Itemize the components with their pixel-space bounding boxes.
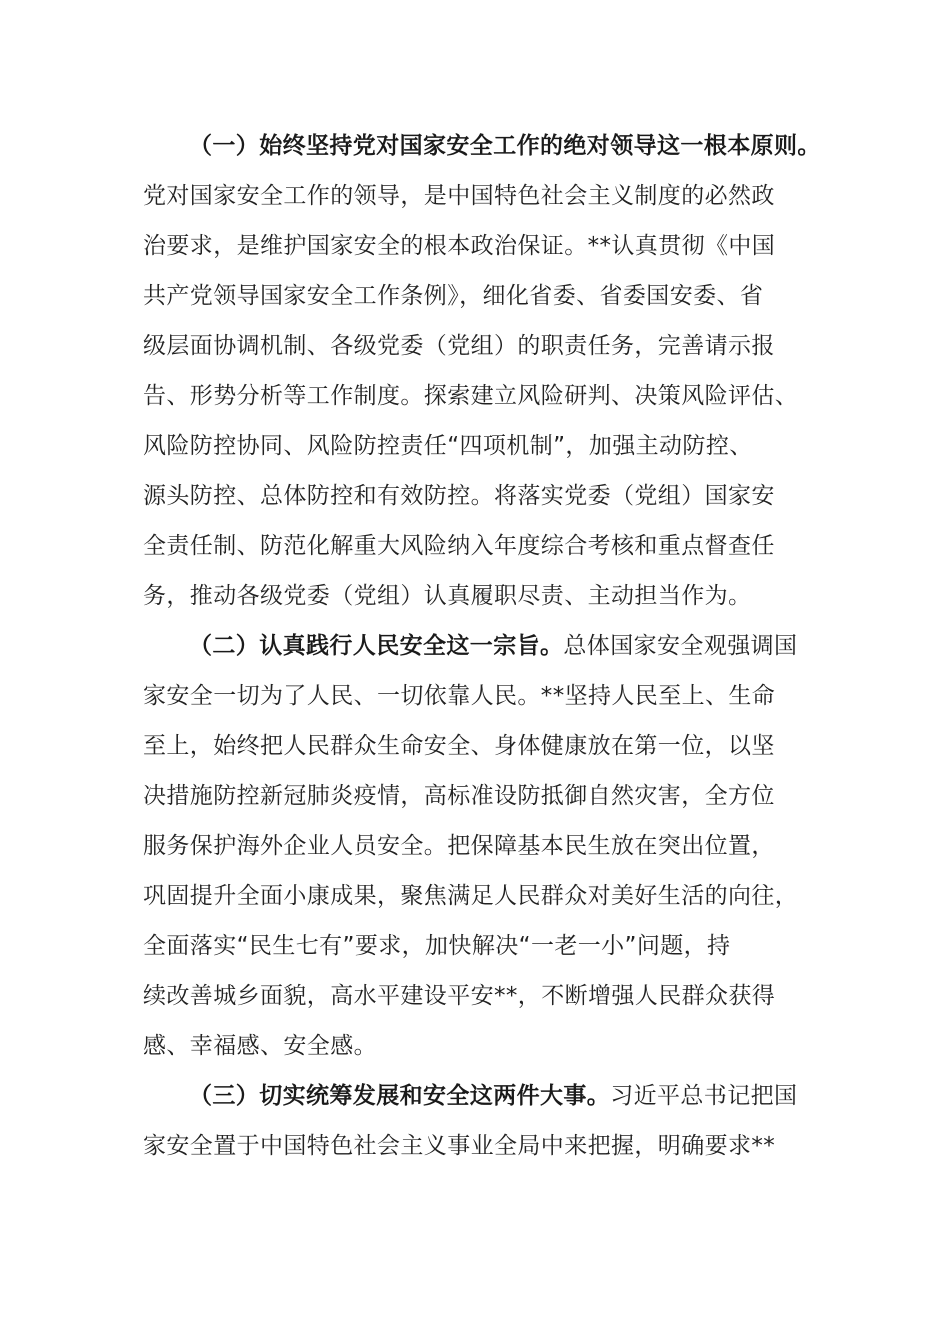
section-2-heading-line — [143, 621, 823, 671]
section-3-lead-text: 习近平总书记把国 — [610, 1083, 798, 1109]
section-1-line: 源头防控、总体防控和有效防控。将落实党委（党组）国家安 — [143, 483, 775, 509]
section-3-heading: （三）切实统筹发展和安全这两件大事。 — [189, 1083, 611, 1109]
section-1-line: 党对国家安全工作的领导，是中国特色社会主义制度的必然政 — [143, 183, 775, 209]
section-2-line: 服务保护海外企业人员安全。把保障基本民生放在突出位置， — [143, 833, 775, 859]
section-1-line: 告、形势分析等工作制度。探索建立风险研判、决策风险评估、 — [143, 383, 799, 409]
section-1-line: 治要求，是维护国家安全的根本政治保证。**认真贯彻《中国 — [143, 233, 776, 259]
section-2-line: 决措施防控新冠肺炎疫情，高标准设防抵御自然灾害，全方位 — [143, 783, 775, 809]
section-2-line: 感、幸福感、安全感。 — [143, 1033, 377, 1059]
section-1-line: 风险防控协同、风险防控责任“四项机制”，加强主动防控、 — [143, 433, 753, 459]
section-2-lead-text: 总体国家安全观强调国 — [563, 633, 798, 659]
section-1-line: 级层面协调机制、各级党委（党组）的职责任务，完善请示报 — [143, 333, 775, 359]
section-2-line: 家安全一切为了人民、一切依靠人民。**坚持人民至上、生命 — [143, 683, 776, 709]
section-1-line: 共产党领导国家安全工作条例》，细化省委、省委国安委、省 — [143, 283, 764, 309]
section-1-line: 全责任制、防范化解重大风险纳入年度综合考核和重点督查任 — [143, 533, 775, 559]
section-3-line: 家安全置于中国特色社会主义事业全局中来把握，明确要求** — [143, 1133, 776, 1159]
section-2-heading: （二）认真践行人民安全这一宗旨。 — [189, 633, 564, 659]
section-2-line: 全面落实“民生七有”要求，加快解决“一老一小”问题，持 — [143, 933, 731, 959]
section-2-line: 续改善城乡面貌，高水平建设平安**，不断增强人民群众获得 — [143, 983, 776, 1009]
section-2-line: 至上，始终把人民群众生命安全、身体健康放在第一位，以坚 — [143, 733, 775, 759]
document-body — [143, 121, 823, 1171]
section-1-heading: （一）始终坚持党对国家安全工作的绝对领导这一根本原则。 — [189, 133, 821, 159]
section-1-heading-line — [143, 121, 823, 171]
section-1-line: 务，推动各级党委（党组）认真履职尽责、主动担当作为。 — [143, 583, 752, 609]
section-2-line: 巩固提升全面小康成果，聚焦满足人民群众对美好生活的向往， — [143, 883, 799, 909]
section-3-heading-line — [143, 1071, 823, 1121]
